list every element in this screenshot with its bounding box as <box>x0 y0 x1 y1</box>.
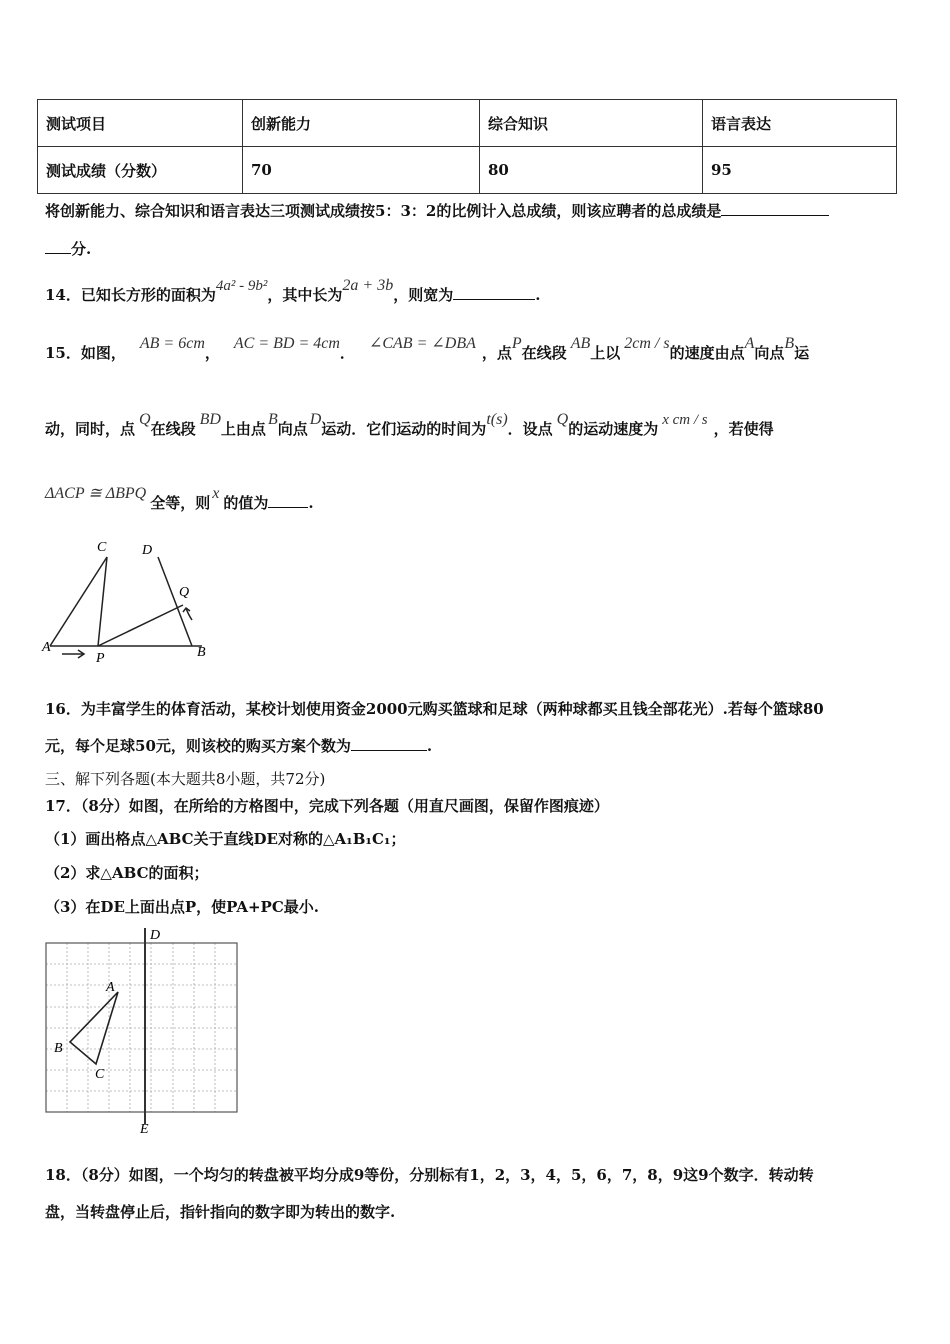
q15-figure <box>40 532 215 667</box>
label-c: C <box>95 1067 105 1082</box>
q15-math: x cm / s <box>662 412 708 428</box>
q14-prefix: 14．已知长方形的面积为 <box>45 286 216 304</box>
q15-text: ，若使得 <box>713 420 774 438</box>
q13-line2 <box>45 238 91 259</box>
question-17-part1: （1）画出格点△ABC关于直线DE对称的△A₁B₁C₁； <box>45 830 406 848</box>
q15-math: AB <box>570 335 591 352</box>
segment-cp <box>98 557 107 646</box>
label-d: D <box>142 543 153 558</box>
q15-math: B <box>267 411 278 428</box>
q15-text: 向点 <box>277 420 308 438</box>
q15-text: 全等，则 <box>150 494 211 512</box>
question-17-part2: （2）求△ABC的面积； <box>45 864 209 882</box>
q15-text: 上由点 <box>220 420 266 438</box>
q15-math: AB = 6cm <box>139 335 205 352</box>
question-18-line2: 盘，当转盘停止后，指针指向的数字即为转出的数字. <box>45 1203 396 1221</box>
q15-math: D <box>309 411 322 428</box>
q14-area-expr: 4a² - 9b² <box>215 278 268 294</box>
question-15-line3 <box>45 485 314 513</box>
table-header-cell: 测试项目 <box>38 100 243 147</box>
q15-text: 运动．它们运动的时间为 <box>321 420 487 438</box>
q14-end: . <box>535 286 541 304</box>
q15-text: ， <box>204 344 220 362</box>
question-15-line2 <box>45 411 774 439</box>
label-d: D <box>150 928 161 943</box>
label-b: B <box>54 1041 63 1056</box>
question-16-line2 <box>45 735 432 756</box>
q15-text: 向点 <box>754 344 785 362</box>
q15-text: 上以 <box>590 344 621 362</box>
score-table <box>37 99 897 194</box>
answer-blank <box>721 201 829 216</box>
q15-text: 的速度由点 <box>669 344 745 362</box>
question-15-line1 <box>45 335 810 363</box>
q15-text: 在线段 <box>521 344 567 362</box>
answer-blank <box>351 736 427 751</box>
table-row <box>38 100 897 147</box>
q13-text: 将创新能力、综合知识和语言表达三项测试成绩按5：3：2的比例计入总成绩，则该应聘者的总成绩是 <box>45 202 722 220</box>
q14-length-expr: 2a + 3b <box>342 277 394 294</box>
q15-text: 15．如图， <box>45 344 126 362</box>
question-18-line1: 18．（8分）如图，一个均匀的转盘被平均分成9等份，分别标有1，2，3，4，5，6，7，8，9这9个数字．转动转 <box>45 1166 814 1184</box>
grid-lines <box>46 943 237 1112</box>
q15-math: P <box>511 335 522 352</box>
label-e: E <box>140 1122 149 1137</box>
label-a: A <box>106 980 115 995</box>
q13-line1 <box>45 200 829 221</box>
q15-math: Q <box>139 411 151 428</box>
label-c: C <box>97 540 107 555</box>
q13-end: 分. <box>71 240 92 258</box>
answer-blank <box>453 285 535 300</box>
label-p: P <box>96 651 105 666</box>
q15-text: ． <box>339 344 355 362</box>
q15-math: x <box>212 485 220 502</box>
answer-blank <box>268 493 308 508</box>
grid-border <box>46 943 237 1112</box>
answer-blank <box>45 239 71 254</box>
question-17-stem: 17．（8分）如图，在所给的方格图中，完成下列各题（用直尺画图，保留作图痕迹） <box>45 797 609 815</box>
segment-pq <box>98 605 183 646</box>
q15-text: ，点 <box>481 344 512 362</box>
table-header-cell: 创新能力 <box>243 100 480 147</box>
table-cell: 95 <box>703 147 897 194</box>
q15-math: ΔACP ≅ ΔBPQ <box>45 485 147 502</box>
q14-mid: ，其中长为 <box>267 286 343 304</box>
q15-math: B <box>784 335 795 352</box>
q15-math: 2cm / s <box>624 335 670 352</box>
q15-text: . <box>308 494 314 512</box>
q15-text: 的值为 <box>223 494 269 512</box>
question-17-part3: （3）在DE上面出点P，使PA+PC最小. <box>45 898 319 916</box>
table-header-cell: 综合知识 <box>480 100 703 147</box>
q15-math: BD <box>199 411 221 428</box>
q15-math: ∠CAB = ∠DBA <box>368 335 476 352</box>
q16-text: 16．为丰富学生的体育活动，某校计划使用资金2000元购买篮球和足球（两种球都买且钱全部花光）.若每个篮球80 <box>45 700 824 718</box>
q15-math: A <box>744 335 755 352</box>
label-a: A <box>42 640 51 655</box>
q15-text: 动，同时，点 <box>45 420 136 438</box>
label-b: B <box>197 645 206 660</box>
question-16-line1 <box>45 698 824 719</box>
table-cell: 70 <box>243 147 480 194</box>
q16-end: . <box>426 737 433 755</box>
table-cell: 80 <box>480 147 703 194</box>
q15-text: 的运动速度为 <box>568 420 659 438</box>
table-row <box>38 147 897 194</box>
section-title: 三、解下列各题(本大题共8小题，共72分) <box>45 770 326 788</box>
q15-math: Q <box>556 411 569 428</box>
question-14 <box>45 277 541 305</box>
q16-text: 元，每个足球50元，则该校的购买方案个数为 <box>45 737 351 755</box>
segment-ac <box>50 557 107 646</box>
q15-text: ．设点 <box>507 420 553 438</box>
q15-math: t(s) <box>486 411 508 428</box>
q15-math: AC = BD = 4cm <box>233 335 340 352</box>
table-header-cell: 语言表达 <box>703 100 897 147</box>
q15-text: 在线段 <box>150 420 196 438</box>
q14-suffix: ，则宽为 <box>393 286 454 304</box>
q17-grid-figure <box>40 922 245 1137</box>
table-row-label: 测试成绩（分数） <box>38 147 243 194</box>
q15-text: 运 <box>794 344 810 362</box>
segment-bd <box>158 557 192 646</box>
label-q: Q <box>179 585 190 600</box>
